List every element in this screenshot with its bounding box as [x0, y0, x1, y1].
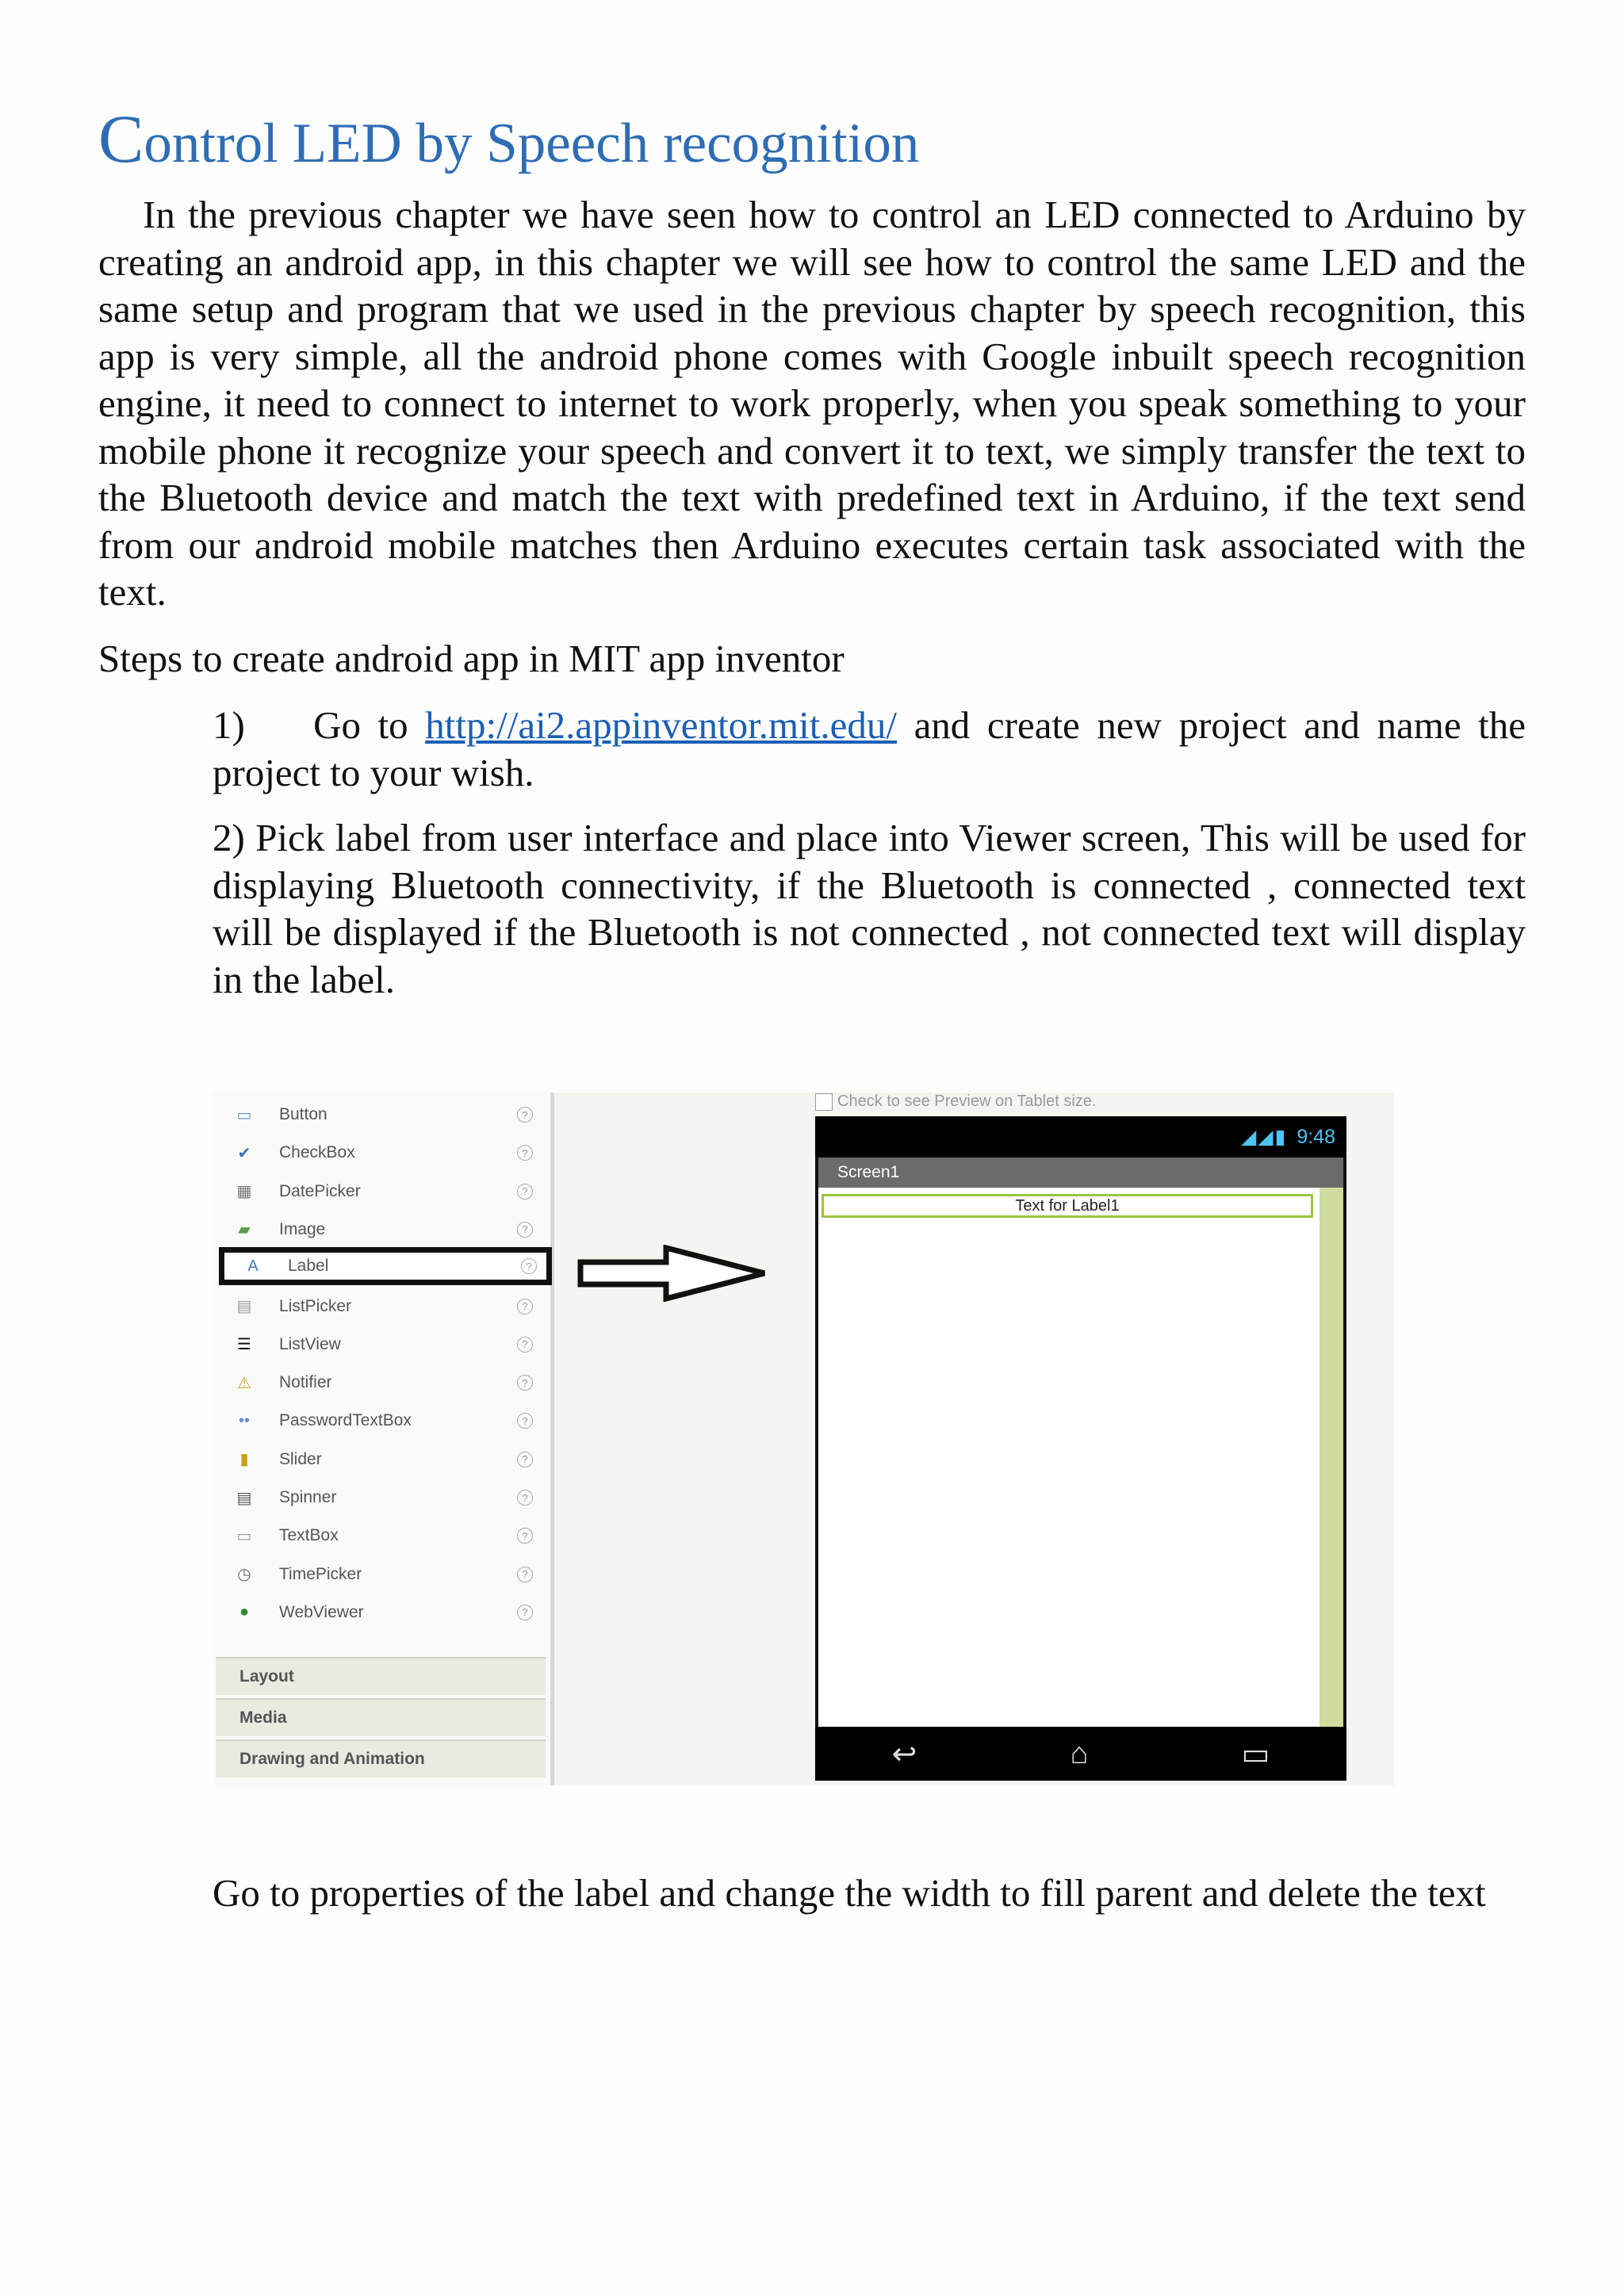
- tablet-preview-checkbox[interactable]: [815, 1093, 1096, 1111]
- help-icon[interactable]: ?: [517, 1375, 533, 1391]
- palette-item-slider[interactable]: [216, 1441, 542, 1479]
- spinner-icon: ▤: [236, 1489, 252, 1507]
- help-icon[interactable]: ?: [517, 1605, 533, 1621]
- image-icon: ▰: [238, 1221, 251, 1239]
- palette-section-media[interactable]: Media: [216, 1698, 546, 1736]
- android-nav-bar: [815, 1727, 1346, 1781]
- help-icon[interactable]: ?: [517, 1490, 533, 1506]
- palette-item-label: Spinner: [279, 1488, 337, 1506]
- appinventor-link[interactable]: http://ai2.appinventor.mit.edu/: [425, 703, 897, 747]
- recents-icon[interactable]: ▭: [1241, 1737, 1270, 1771]
- palette-item-label[interactable]: [219, 1247, 552, 1285]
- help-icon[interactable]: ?: [517, 1299, 533, 1314]
- palette-item-spinner[interactable]: [216, 1479, 542, 1517]
- step-2: 2) Pick label from user interface and place into Viewer screen, This will be used for displaying Bluetooth connectivity, if the Bluetooth is connected , connected text will be displayed if the Bluetooth is not connected , not connected text will display in the label.: [213, 816, 1526, 1001]
- palette-item-label: Label: [288, 1257, 329, 1276]
- button-icon: ▭: [236, 1106, 252, 1124]
- home-icon[interactable]: ⌂: [1070, 1736, 1089, 1770]
- palette-item-label: Slider: [279, 1449, 322, 1468]
- step-1: [213, 702, 1526, 796]
- help-icon[interactable]: ?: [517, 1184, 533, 1200]
- listview-icon: ☰: [237, 1336, 251, 1354]
- checkbox-icon: ✔: [237, 1144, 251, 1162]
- palette-item-webviewer[interactable]: [216, 1594, 542, 1632]
- viewer-scroll-strip: [1320, 1188, 1343, 1727]
- palette-section-drawing-and-animation[interactable]: Drawing and Animation: [216, 1739, 546, 1777]
- textbox-icon: ▭: [236, 1527, 252, 1545]
- arrow-right-icon: [577, 1245, 768, 1302]
- palette-item-label: Image: [279, 1219, 326, 1238]
- step-1-before: Go to: [313, 703, 408, 747]
- step-1-number: 1): [213, 703, 245, 747]
- intro-paragraph: In the previous chapter we have seen how to control an LED connected to Arduino by creating an android app, in this chapter we will see how to control the same LED and the same setup and program that we used in the previous chapter by speech recognition, this app is very simple, all the android phone comes with Google inbuilt speech recognition engine, it need to connect to internet to work properly, when you speak something to your mobile phone it recognize your speech and convert it to text, we simply transfer the text to the Bluetooth device and match the text with predefined text in Arduino, if the text send from our android mobile matches then Arduino executes certain task associated with the text.: [98, 193, 1526, 614]
- help-icon[interactable]: ?: [517, 1107, 533, 1123]
- calendar-icon: ▦: [236, 1183, 252, 1201]
- slider-icon: ▮: [239, 1451, 249, 1469]
- back-icon[interactable]: ↩: [891, 1737, 917, 1771]
- palette-item-label: TimePicker: [279, 1564, 362, 1583]
- palette-item-listview[interactable]: [216, 1326, 542, 1364]
- palette-item-label: ListView: [279, 1334, 341, 1353]
- help-icon[interactable]: ?: [517, 1337, 533, 1353]
- password-icon: ••: [238, 1411, 250, 1429]
- palette-item-label: WebViewer: [279, 1602, 364, 1621]
- help-icon[interactable]: ?: [517, 1222, 533, 1238]
- label-icon: A: [247, 1257, 259, 1275]
- help-icon[interactable]: ?: [517, 1452, 533, 1468]
- screen-title-bar: Screen1: [818, 1158, 1343, 1188]
- palette-item-passwordtextbox[interactable]: [216, 1402, 542, 1440]
- globe-icon: ●: [239, 1603, 250, 1621]
- help-icon[interactable]: ?: [517, 1413, 533, 1429]
- palette-item-label: Notifier: [279, 1373, 332, 1392]
- status-bar: [815, 1116, 1346, 1158]
- signal-icon: ◢◢▮: [1241, 1126, 1288, 1148]
- palette-item-listpicker[interactable]: [216, 1288, 542, 1326]
- palette-item-label: TextBox: [279, 1526, 339, 1545]
- help-icon[interactable]: ?: [517, 1145, 533, 1161]
- palette-item-checkbox[interactable]: [216, 1134, 542, 1172]
- checkbox-box[interactable]: [815, 1093, 833, 1111]
- page-title: Control LED by Speech recognition: [98, 101, 920, 177]
- palette-item-textbox[interactable]: [216, 1517, 542, 1555]
- clock-icon: ◷: [237, 1566, 251, 1584]
- step-1-after: and create new project and name the project to your wish.: [213, 703, 1526, 794]
- palette-item-label: Button: [279, 1105, 327, 1123]
- label1-component[interactable]: Text for Label1: [822, 1194, 1313, 1218]
- palette-item-button[interactable]: [216, 1096, 542, 1134]
- help-icon[interactable]: ?: [517, 1567, 533, 1582]
- phone-viewer: [815, 1116, 1346, 1781]
- palette-item-label: CheckBox: [279, 1143, 355, 1162]
- palette-item-datepicker[interactable]: [216, 1173, 542, 1211]
- warning-icon: ⚠: [237, 1374, 251, 1392]
- after-figure-text: Go to properties of the label and change the width to fill parent and delete the text: [213, 1871, 1486, 1915]
- status-time: 9:48: [1297, 1125, 1335, 1148]
- viewer-screen[interactable]: [818, 1188, 1320, 1727]
- palette-item-label: PasswordTextBox: [279, 1411, 412, 1430]
- component-palette: [213, 1093, 554, 1785]
- palette-item-notifier[interactable]: [216, 1364, 542, 1402]
- palette-item-image[interactable]: [216, 1211, 542, 1249]
- steps-heading: Steps to create android app in MIT app inventor: [98, 637, 845, 680]
- help-icon[interactable]: ?: [521, 1258, 537, 1274]
- palette-item-label: DatePicker: [279, 1181, 361, 1200]
- tablet-preview-label: Check to see Preview on Tablet size.: [837, 1093, 1097, 1110]
- palette-item-label: ListPicker: [279, 1296, 352, 1315]
- palette-section-layout[interactable]: Layout: [216, 1657, 546, 1695]
- help-icon[interactable]: ?: [517, 1528, 533, 1544]
- palette-item-timepicker[interactable]: [216, 1556, 542, 1594]
- app-inventor-screenshot: [213, 1093, 1394, 1785]
- listpicker-icon: ▤: [236, 1298, 252, 1315]
